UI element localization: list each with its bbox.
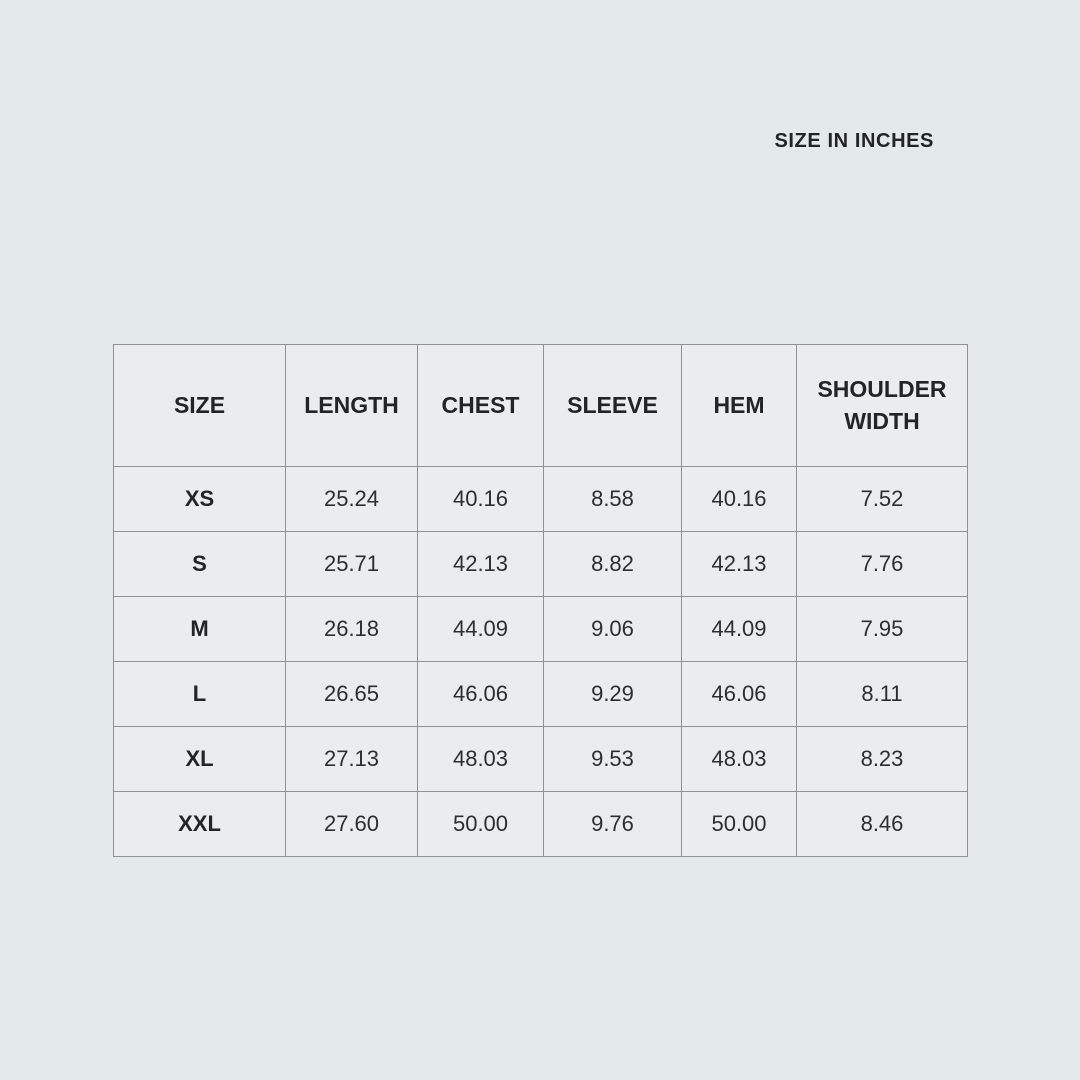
row-label-xl: XL xyxy=(114,727,286,792)
table-cell: 9.53 xyxy=(544,727,682,792)
table-cell: 9.06 xyxy=(544,597,682,662)
row-label-m: M xyxy=(114,597,286,662)
column-header-sleeve: SLEEVE xyxy=(544,345,682,467)
table-cell: 42.13 xyxy=(682,532,797,597)
column-header-shoulder-width: SHOULDER WIDTH xyxy=(797,345,968,467)
table-row-xl xyxy=(114,727,968,792)
table-cell: 40.16 xyxy=(418,467,544,532)
column-header-length: LENGTH xyxy=(286,345,418,467)
table-cell: 46.06 xyxy=(682,662,797,727)
row-label-s: S xyxy=(114,532,286,597)
table-row-m xyxy=(114,597,968,662)
table-cell: 25.24 xyxy=(286,467,418,532)
table-cell: 8.23 xyxy=(797,727,968,792)
table-cell: 50.00 xyxy=(418,792,544,857)
table-row-xs xyxy=(114,467,968,532)
table-cell: 25.71 xyxy=(286,532,418,597)
table-cell: 8.82 xyxy=(544,532,682,597)
table-cell: 9.76 xyxy=(544,792,682,857)
table-cell: 40.16 xyxy=(682,467,797,532)
row-label-xxl: XXL xyxy=(114,792,286,857)
column-header-chest: CHEST xyxy=(418,345,544,467)
table-cell: 7.95 xyxy=(797,597,968,662)
table-cell: 44.09 xyxy=(418,597,544,662)
table-cell: 26.65 xyxy=(286,662,418,727)
table-cell: 42.13 xyxy=(418,532,544,597)
table-cell: 50.00 xyxy=(682,792,797,857)
row-label-xs: XS xyxy=(114,467,286,532)
table-cell: 48.03 xyxy=(418,727,544,792)
table-cell: 8.11 xyxy=(797,662,968,727)
table-cell: 44.09 xyxy=(682,597,797,662)
header-row xyxy=(114,345,968,467)
table-row-s xyxy=(114,532,968,597)
table-cell: 8.46 xyxy=(797,792,968,857)
row-label-l: L xyxy=(114,662,286,727)
table-row-l xyxy=(114,662,968,727)
table-cell: 46.06 xyxy=(418,662,544,727)
table-cell: 8.58 xyxy=(544,467,682,532)
table-cell: 26.18 xyxy=(286,597,418,662)
table-cell: 27.13 xyxy=(286,727,418,792)
table-cell: 7.52 xyxy=(797,467,968,532)
table-cell: 27.60 xyxy=(286,792,418,857)
table-row-xxl xyxy=(114,792,968,857)
column-header-hem: HEM xyxy=(682,345,797,467)
column-header-size: SIZE xyxy=(114,345,286,467)
units-note: SIZE IN INCHES xyxy=(774,130,934,152)
table-cell: 9.29 xyxy=(544,662,682,727)
size-chart-table xyxy=(113,344,968,857)
table-cell: 48.03 xyxy=(682,727,797,792)
table-cell: 7.76 xyxy=(797,532,968,597)
